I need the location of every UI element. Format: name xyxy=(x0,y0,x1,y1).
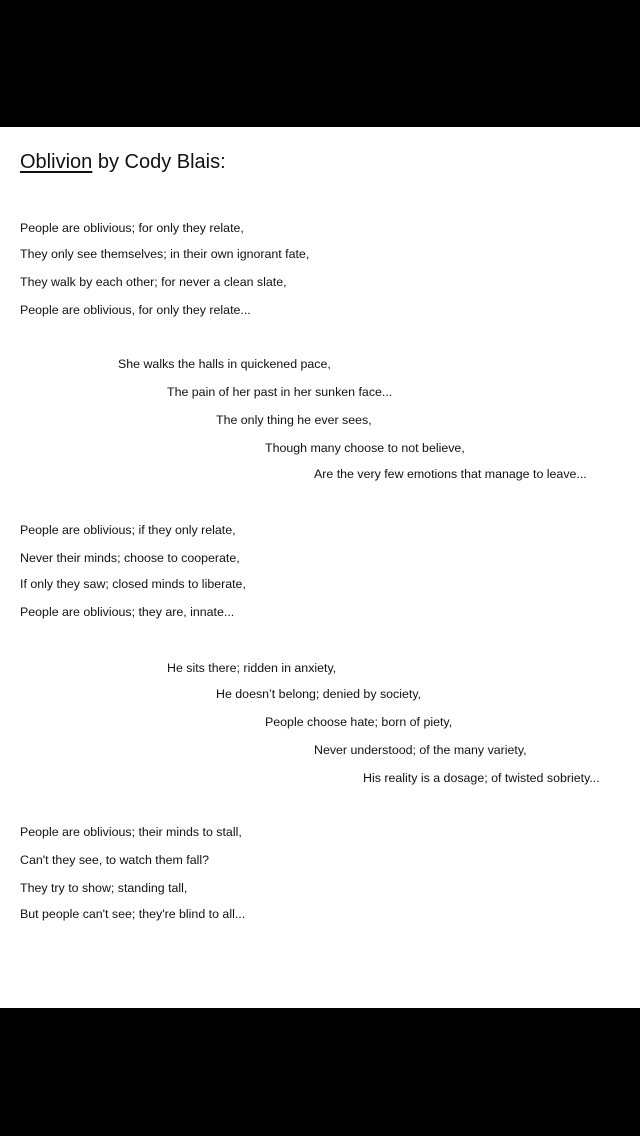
stanza-2-line-5: Are the very few emotions that manage to leave... xyxy=(314,467,587,481)
stanza-1-line-4: People are oblivious, for only they relate... xyxy=(20,303,251,317)
stanza-5-line-4: But people can't see; they're blind to all... xyxy=(20,907,246,921)
stanza-2-line-1: She walks the halls in quickened pace, xyxy=(118,357,331,371)
stanza-5-line-1: People are oblivious; their minds to stall, xyxy=(20,825,242,839)
stanza-4-line-5: His reality is a dosage; of twisted sobriety... xyxy=(363,771,600,785)
stanza-4-line-1: He sits there; ridden in anxiety, xyxy=(167,661,337,675)
stanza-5-line-2: Can't they see, to watch them fall? xyxy=(20,853,210,867)
poem-title xyxy=(20,149,226,175)
stanza-3-line-4: People are oblivious; they are, innate... xyxy=(20,605,235,619)
bottom-black-bar xyxy=(0,1008,640,1136)
poem-byline: by Cody Blais: xyxy=(92,151,226,173)
stanza-3-line-3: If only they saw; closed minds to liberate, xyxy=(20,577,246,591)
stanza-2-line-2: The pain of her past in her sunken face... xyxy=(167,385,393,399)
stanza-1-line-2: They only see themselves; in their own ignorant fate, xyxy=(20,247,310,261)
stanza-4-line-2: He doesn’t belong; denied by society, xyxy=(216,687,422,701)
stanza-3-line-1: People are oblivious; if they only relate, xyxy=(20,523,236,537)
stanza-5-line-3: They try to show; standing tall, xyxy=(20,881,188,895)
document-page xyxy=(0,127,640,1008)
stanza-1-line-1: People are oblivious; for only they relate, xyxy=(20,221,244,235)
stanza-4-line-3: People choose hate; born of piety, xyxy=(265,715,453,729)
stanza-3-line-2: Never their minds; choose to cooperate, xyxy=(20,551,240,565)
stanza-4-line-4: Never understood; of the many variety, xyxy=(314,743,527,757)
poem-title-name: Oblivion xyxy=(20,151,93,173)
stanza-1-line-3: They walk by each other; for never a clean slate, xyxy=(20,275,287,289)
stanza-2-line-3: The only thing he ever sees, xyxy=(216,413,372,427)
stanza-2-line-4: Though many choose to not believe, xyxy=(265,441,465,455)
top-black-bar xyxy=(0,0,640,127)
